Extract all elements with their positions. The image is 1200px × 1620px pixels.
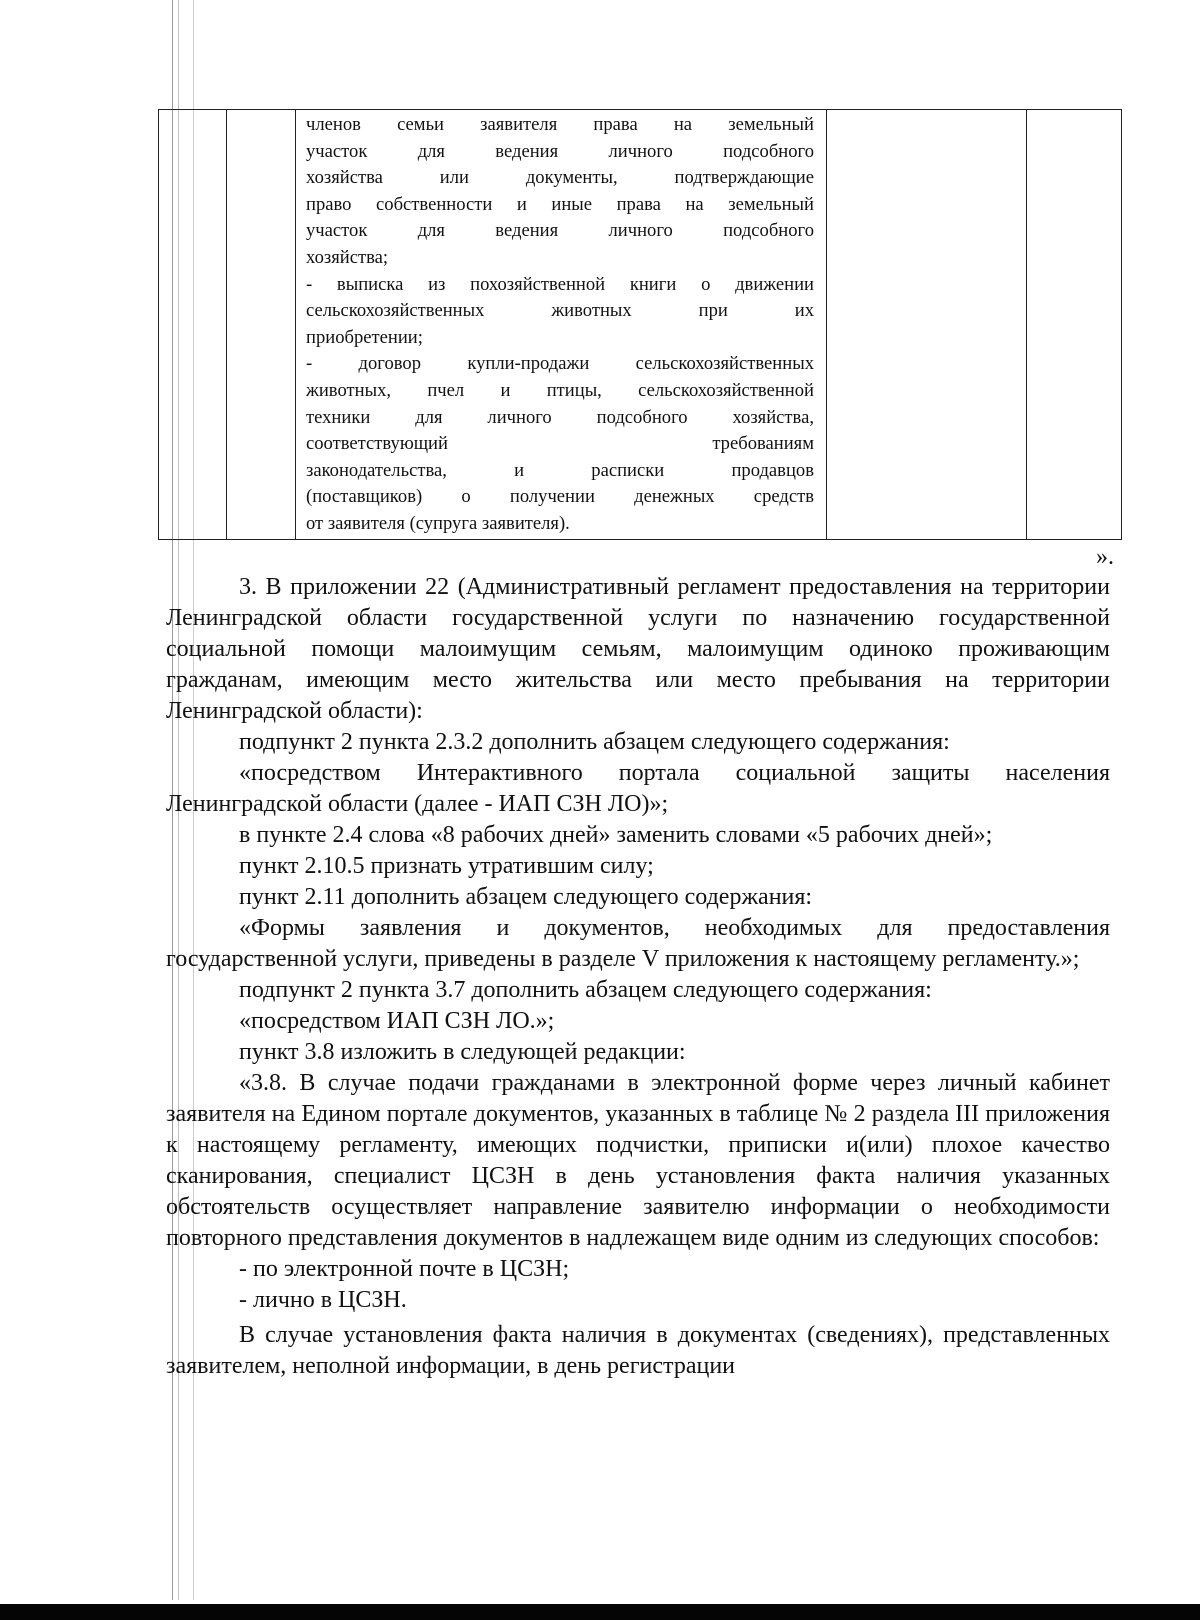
closing-quote: ». bbox=[1096, 544, 1114, 570]
paragraph: пункт 2.10.5 признать утратившим силу; bbox=[239, 853, 654, 879]
paragraph: 3. В приложении 22 (Административный регламент предоставления на территории Ленинградской области государственной услуги по назначению государственной социальной помощи малоимущим семьям, малоимущим одиноко проживающим гражданам, имеющим место жительства или место пребывания на территории Ленинградской области): bbox=[166, 574, 1110, 724]
paragraph: подпункт 2 пункта 2.3.2 дополнить абзацем следующего содержания: bbox=[239, 729, 950, 755]
cell-line: соответствующий требованиям bbox=[306, 433, 814, 455]
paragraph: подпункт 2 пункта 3.7 дополнить абзацем следующего содержания: bbox=[239, 977, 932, 1003]
cell-line: членов семьи заявителя права на земельный bbox=[306, 114, 814, 135]
cell-line: приобретении; bbox=[306, 326, 423, 348]
cell-line: техники для личного подсобного хозяйства, bbox=[306, 406, 814, 428]
paragraph: пункт 3.8 изложить в следующей редакции: bbox=[239, 1039, 686, 1065]
table-cell-empty bbox=[1027, 110, 1122, 540]
continued-table bbox=[158, 109, 1122, 540]
cell-line: законодательства, и расписки продавцов bbox=[306, 459, 814, 481]
paragraph: «посредством Интерактивного портала социальной защиты населения Ленинградской области (далее - ИАП СЗН ЛО)»; bbox=[166, 760, 1110, 817]
scan-bottom-edge bbox=[0, 1604, 1200, 1620]
documents-list bbox=[296, 110, 826, 539]
cell-line: от заявителя (супруга заявителя). bbox=[306, 512, 570, 534]
cell-line: (поставщиков) о получении денежных средств bbox=[306, 486, 814, 508]
table-cell-empty bbox=[227, 110, 296, 540]
paragraph: В случае установления факта наличия в документах (сведениях), представленных заявителем, неполной информации, в день регистрации bbox=[166, 1322, 1110, 1379]
document-body bbox=[166, 572, 1110, 1382]
paragraph: - лично в ЦСЗН. bbox=[239, 1287, 407, 1313]
cell-line: хозяйства; bbox=[306, 246, 389, 268]
cell-line: - договор купли-продажи сельскохозяйственных bbox=[306, 353, 814, 375]
cell-line: животных, пчел и птицы, сельскохозяйственной bbox=[306, 379, 814, 401]
paragraph: «3.8. В случае подачи гражданами в электронной форме через личный кабинет заявителя на Едином портале документов, указанных в таблице № 2 раздела III приложения к настоящему регламенту, имеющих подчистки, приписки и(или) плохое качество сканирования, специалист ЦСЗН в день установления факта наличия указанных обстоятельств осуществляет направление заявителю информации о необходимости повторного представления документов в надлежащем виде одним из следующих способов: bbox=[166, 1070, 1110, 1251]
cell-line: право собственности и иные права на земельный bbox=[306, 193, 814, 215]
cell-line: сельскохозяйственных животных при их bbox=[306, 300, 814, 322]
paragraph: «Формы заявления и документов, необходимых для предоставления государственной услуги, приведены в разделе V приложения к настоящему регламенту.»; bbox=[166, 915, 1110, 972]
paragraph: «посредством ИАП СЗН ЛО.»; bbox=[239, 1008, 555, 1034]
table-cell-documents bbox=[296, 110, 827, 540]
cell-line: хозяйства или документы, подтверждающие bbox=[306, 167, 814, 189]
table-cell-empty bbox=[159, 110, 227, 540]
cell-line: участок для ведения личного подсобного bbox=[306, 220, 814, 242]
paragraph: - по электронной почте в ЦСЗН; bbox=[239, 1256, 570, 1282]
cell-line: - выписка из похозяйственной книги о движении bbox=[306, 273, 814, 295]
paragraph: в пункте 2.4 слова «8 рабочих дней» заменить словами «5 рабочих дней»; bbox=[239, 822, 993, 848]
paragraph: пункт 2.11 дополнить абзацем следующего содержания: bbox=[239, 884, 813, 910]
cell-line: участок для ведения личного подсобного bbox=[306, 140, 814, 162]
table-cell-empty bbox=[827, 110, 1027, 540]
table-row bbox=[159, 110, 1122, 540]
